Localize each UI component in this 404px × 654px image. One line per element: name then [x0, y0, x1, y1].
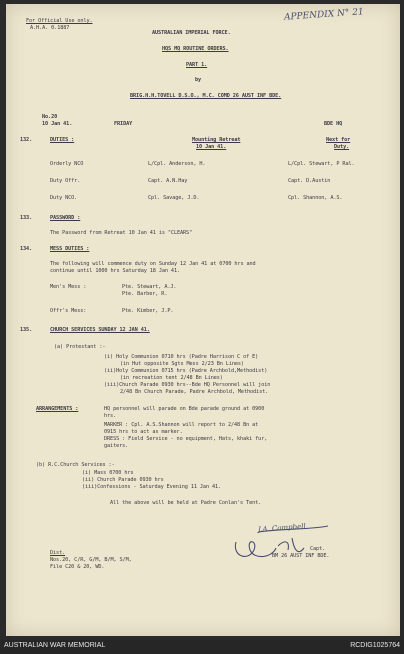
arrangements-label: ARRANGEMENTS :: [36, 406, 79, 412]
arrangement-text: 0915 hrs to act as marker.: [104, 429, 183, 435]
protestant-label: (a) Protestant :-: [54, 344, 106, 350]
arrangement-text: HQ personnel will parade on Bde parade ground at 0900: [104, 406, 265, 412]
duties-col2-sub: Duty.: [334, 144, 350, 150]
document-page: [6, 4, 400, 636]
reference-number: A.H.A. 0.1887: [30, 25, 70, 31]
by-label: by: [195, 77, 202, 83]
unit-hq: BDE HQ: [324, 121, 343, 127]
rc-services-label: (b) R.C.Church Services :-: [36, 462, 115, 468]
dist-line: File C20 & 20, WD.: [50, 564, 105, 570]
church-item-detail: (in Hut opposite Sgts Mess 2/23 Bn Lines): [120, 361, 244, 367]
order-day: FRIDAY: [114, 121, 133, 127]
church-item: (i) Holy Communion 0710 hrs (Padre Harrison C of E): [104, 354, 259, 360]
heading-force: AUSTRALIAN IMPERIAL FORCE.: [152, 30, 231, 36]
password-text: The Password from Retreat 10 Jan 41 is "CLEARS": [50, 230, 193, 236]
signatory-rank: Capt.: [310, 546, 326, 552]
duties-col1-header: Mounting Retreat: [192, 137, 241, 143]
footer-id: RCDIG1025764: [350, 642, 400, 649]
section-number: 134.: [20, 246, 33, 252]
issuer: BRIG.H.H.TOVELL D.S.O., M.C. COMD 26 AUST INF BDE.: [130, 93, 282, 99]
section-number: 132.: [20, 137, 33, 143]
duty-role: Duty NCO.: [50, 195, 78, 201]
duty-role: Duty Offr.: [50, 178, 81, 184]
arrangement-text: hrs.: [104, 413, 117, 419]
archive-footer: [0, 640, 404, 654]
handwritten-appendix-ref: APPENDIX N° 21: [283, 7, 365, 23]
mens-mess-label: Men's Mess :: [50, 284, 87, 290]
church-item: (iii)Confessions - Saturday Evening 11 Jan 41.: [82, 484, 222, 490]
duties-col2-header: Next for: [326, 137, 351, 143]
heading-orders: HQS MQ ROUTINE ORDERS.: [162, 46, 229, 52]
section-title-church: CHURCH SERVICES SUNDAY 12 JAN 41.: [50, 327, 150, 333]
duty-next: Cpl. Shannon, A.S.: [288, 195, 343, 201]
church-note: All the above will be held at Padre Conlan's Tent.: [110, 500, 262, 506]
dist-label: Dist.: [50, 550, 66, 556]
duty-current: Cpl. Savage, J.D.: [148, 195, 200, 201]
section-number: 133.: [20, 215, 33, 221]
signatory-role: BM 26 AUST INF BDE.: [272, 553, 330, 559]
order-date: 10 Jan 41.: [42, 121, 73, 127]
classification: For Official Use only.: [26, 18, 93, 24]
arrangement-text: MARKER : Cpl. A.S.Shannon will report to 2/48 Bn at: [104, 422, 259, 428]
church-item-detail: 2/48 Bn Church Parade, Padre Archbold, Methodist.: [120, 389, 269, 395]
order-number: No.20: [42, 114, 58, 120]
mess-line: The following will commence duty on Sunday 12 Jan 41 at 0700 hrs and: [50, 261, 256, 267]
church-item: (iii)Church Parade 0930 hrs--Bde HQ Personnel will join: [104, 382, 271, 388]
duty-next: Capt. D.Austin: [288, 178, 331, 184]
church-item: (i) Mass 0700 hrs: [82, 470, 134, 476]
duty-current: Capt. A.N.Hay: [148, 178, 188, 184]
dist-line: Nos.20, C/R, G/M, B/M, S/M,: [50, 557, 132, 563]
church-item: (ii) Church Parade 0930 hrs: [82, 477, 164, 483]
section-number: 135.: [20, 327, 33, 333]
section-title-duties: DUTIES :: [50, 137, 75, 143]
handwritten-signature: J.A. Campbell: [257, 522, 306, 534]
duty-next: L/Cpl. Stewart, P Ral.: [288, 161, 355, 167]
footer-source: AUSTRALIAN WAR MEMORIAL: [4, 642, 106, 649]
arrangement-text: gaiters.: [104, 443, 129, 449]
arrangement-text: DRESS : Field Service - no equipment, Hats, khaki fur,: [104, 436, 268, 442]
offrs-mess-name: Pte. Kimber, J.P.: [122, 308, 174, 314]
church-item: (ii)Holy Communion 0715 hrs (Padre Archbold,Methodist): [104, 368, 268, 374]
section-title-password: PASSWORD :: [50, 215, 81, 221]
section-title-mess: MESS DUTIES :: [50, 246, 90, 252]
mens-mess-name: Pte. Stewart, A.J.: [122, 284, 177, 290]
mens-mess-name: Pte. Barber, R.: [122, 291, 168, 297]
offrs-mess-label: Offr's Mess:: [50, 308, 87, 314]
duty-current: L/Cpl. Anderson, H.: [148, 161, 206, 167]
church-item-detail: (in recreation tent 2/48 Bn Lines): [120, 375, 223, 381]
duty-role: Orderly NCO: [50, 161, 84, 167]
part-label: PART 1.: [186, 62, 208, 68]
mess-line: continue until 1000 hrs Saturday 18 Jan 41.: [50, 268, 180, 274]
duties-col1-date: 10 Jan 41.: [196, 144, 227, 150]
